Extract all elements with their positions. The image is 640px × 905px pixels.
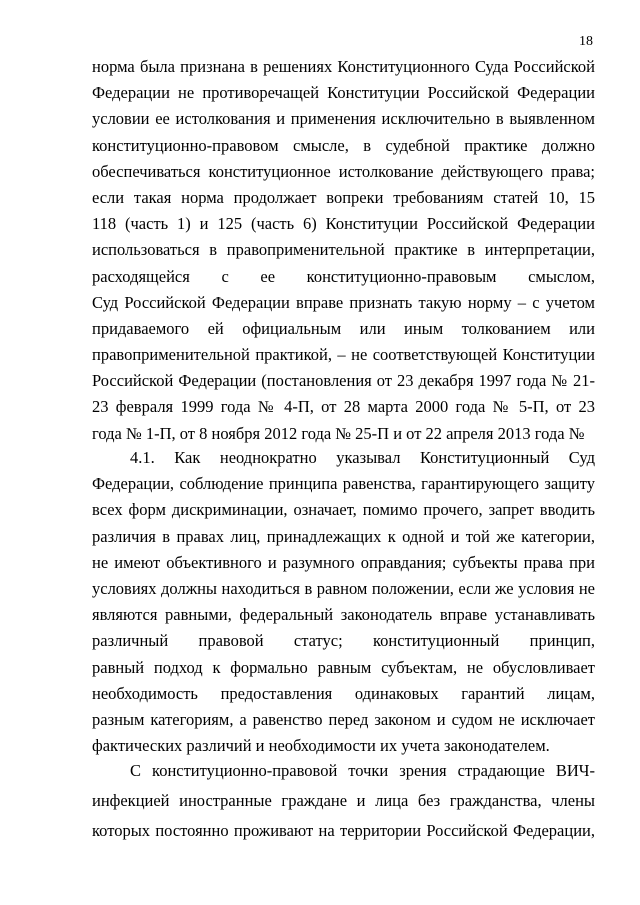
text-line: 4.1. Как неоднократно указывал Конституционный Суд [130, 448, 595, 467]
text-line: являются равными, федеральный законодатель вправе устанавливать [92, 605, 595, 625]
paragraph-3 [92, 756, 595, 846]
paragraph-1 [92, 54, 595, 447]
text-line: всех форм дискриминации, означает, помимо прочего, запрет вводить [92, 500, 595, 520]
text-line: 23 февраля 1999 года № 4-П, от 28 марта 2000 года № 5-П, от 23 [92, 397, 595, 417]
text-line: года № 1-П, от 8 ноября 2012 года № 25-П и от 22 апреля 2013 года № [92, 423, 585, 443]
text-line: необходимость предоставления одинаковых гарантий лицам, [92, 683, 595, 703]
text-line: норма была признана в решениях Конституционного Суда Российской [92, 57, 595, 76]
text-line: обеспечиваться конституционное истолкование действующего права; [92, 161, 595, 181]
text-line: расходящейся с ее конституционно-правовым смыслом, [92, 266, 595, 286]
text-line: равный подход к формально равным субъектам, не обусловливает [92, 657, 595, 677]
text-line: не имеют объективного и разумного оправдания; субъекты права при [92, 552, 595, 572]
text-line: Федерации не противоречащей Конституции Российской Федерации [92, 83, 595, 103]
text-line: 118 (часть 1) и 125 (часть 6) Конституции Российской Федерации [92, 214, 595, 234]
paragraph-2 [92, 445, 595, 759]
text-line: фактических различий и необходимости их учета законодателем. [92, 736, 550, 756]
text-line: различный правовой статус; конституционный принцип, [92, 631, 595, 651]
text-line: различия в правах лиц, принадлежащих к одной и той же категории, [92, 526, 595, 546]
text-line: Российской Федерации (постановления от 23 декабря 1997 года № 21- [92, 371, 595, 391]
text-line: Суд Российской Федерации вправе признать такую норму – с учетом [92, 292, 595, 312]
text-line: условиях должны находиться в равном положении, если же условия не [92, 578, 595, 598]
text-line: С конституционно-правовой точки зрения страдающие ВИЧ- [130, 761, 595, 780]
text-line: Федерации, соблюдение принципа равенства, гарантирующего защиту [92, 474, 595, 494]
text-line: правоприменительной практикой, – не соответствующей Конституции [92, 345, 595, 365]
text-line: условии ее истолкования и применения исключительно в выявленном [92, 109, 595, 129]
text-line: разным категориям, а равенство перед законом и судом не исключает [92, 709, 595, 729]
text-line: придаваемого ей официальным или иным толкованием или [92, 318, 595, 338]
text-line: если такая норма продолжает вопреки требованиям статей 10, 15 [92, 187, 595, 207]
text-line: использоваться в правоприменительной практике в интерпретации, [92, 240, 595, 260]
page-number: 18 [579, 34, 593, 49]
text-line: которых постоянно проживают на территории Российской Федерации, [92, 821, 595, 840]
text-line: инфекцией иностранные граждане и лица без гражданства, члены [92, 791, 595, 810]
text-line: конституционно-правовом смысле, в судебной практике должно [92, 135, 595, 155]
